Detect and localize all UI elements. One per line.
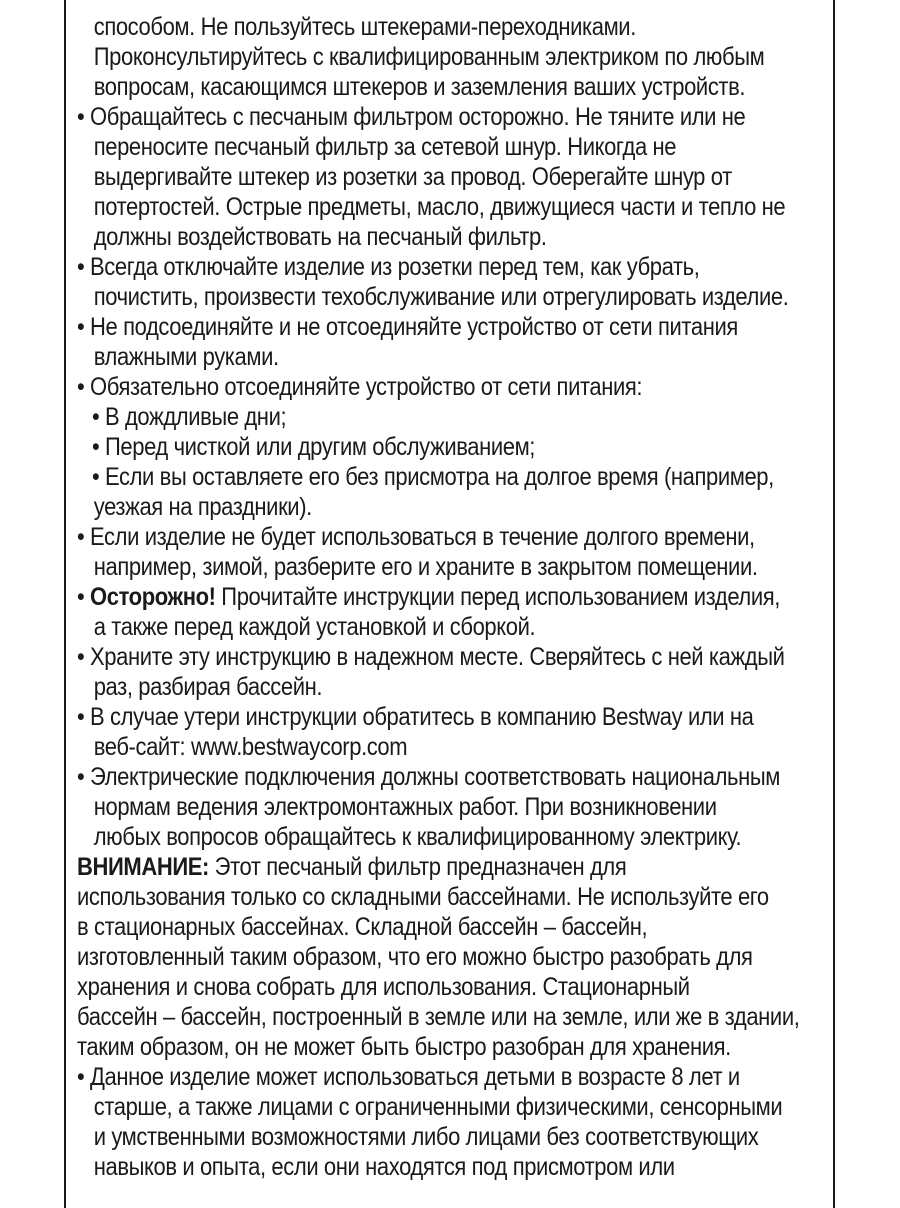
text-line: таким образом, он не может быть быстро разобран для хранения. (77, 1033, 731, 1061)
text-line: должны воздействовать на песчаный фильтр. (93, 223, 547, 251)
text-line: использования только со складными бассейнами. Не используйте его (77, 883, 769, 911)
text-line: способом. Не пользуйтесь штекерами-переходниками. (93, 13, 636, 41)
bullet-line: • Обращайтесь с песчаным фильтром осторожно. Не тяните или не (77, 103, 746, 131)
warning-text: Этот песчаный фильтр предназначен для (214, 853, 627, 881)
warning-line (77, 852, 746, 882)
text-line: нормам ведения электромонтажных работ. При возникновении (93, 793, 717, 821)
text-line: любых вопросов обращайтесь к квалифицированному электрику. (93, 823, 742, 851)
text-line: потертостей. Острые предметы, масло, движущиеся части и тепло не (93, 193, 786, 221)
sub-bullet-line: • Перед чисткой или другим обслуживанием; (91, 433, 536, 461)
text-line: Проконсультируйтесь с квалифицированным электриком по любым (93, 43, 765, 71)
text-line: уезжая на праздники). (93, 493, 312, 521)
text-line: например, зимой, разберите его и храните в закрытом помещении. (93, 553, 758, 581)
text-line: бассейн – бассейн, построенный в земле или на земле, или же в здании, (77, 1003, 800, 1031)
text-line: вопросам, касающимся штекеров и заземления ваших устройств. (93, 73, 746, 101)
caution-text: Прочитайте инструкции перед использованием изделия, (221, 583, 780, 611)
text-line: раз, разбирая бассейн. (93, 673, 323, 701)
text-line: старше, а также лицами с ограниченными физическими, сенсорными (93, 1093, 783, 1121)
caution-line (77, 582, 780, 612)
text-line: выдергивайте штекер из розетки за провод. Оберегайте шнур от (93, 163, 732, 191)
bullet-line: • В случае утери инструкции обратитесь в компанию Bestway или на (77, 703, 754, 731)
text-line: и умственными возможностями либо лицами без соответствующих (93, 1123, 759, 1151)
bullet-line: • Данное изделие может использоваться детьми в возрасте 8 лет и (77, 1063, 740, 1091)
text-line: а также перед каждой установкой и сборкой. (93, 613, 536, 641)
text-line: навыков и опыта, если они находятся под присмотром или (93, 1153, 675, 1181)
bullet-line: • Электрические подключения должны соответствовать национальным (77, 763, 781, 791)
bullet-line: • Всегда отключайте изделие из розетки перед тем, как убрать, (77, 253, 700, 281)
caution-bullet: • (77, 583, 85, 611)
instruction-text (77, 12, 800, 1182)
caution-label: Осторожно! (90, 583, 216, 611)
bullet-line: • Не подсоединяйте и не отсоединяйте устройство от сети питания (77, 313, 738, 341)
text-line: влажными руками. (93, 343, 279, 371)
warning-label: ВНИМАНИЕ: (77, 853, 209, 881)
sub-bullet-line: • В дождливые дни; (91, 403, 287, 431)
text-line: веб-сайт: www.bestwaycorp.com (93, 733, 408, 761)
text-line: изготовленный таким образом, что его можно быстро разобрать для (77, 943, 753, 971)
text-line: хранения и снова собрать для использования. Стационарный (77, 973, 690, 1001)
text-line: переносите песчаный фильтр за сетевой шнур. Никогда не (93, 133, 677, 161)
text-line: почистить, произвести техобслуживание или отрегулировать изделие. (93, 283, 789, 311)
sub-bullet-line: • Если вы оставляете его без присмотра на долгое время (например, (91, 463, 774, 491)
bullet-line: • Если изделие не будет использоваться в течение долгого времени, (77, 523, 755, 551)
bullet-line: • Обязательно отсоединяйте устройство от сети питания: (77, 373, 643, 401)
bullet-line: • Храните эту инструкцию в надежном месте. Сверяйтесь с ней каждый (77, 643, 785, 671)
text-line: в стационарных бассейнах. Складной бассейн – бассейн, (77, 913, 648, 941)
